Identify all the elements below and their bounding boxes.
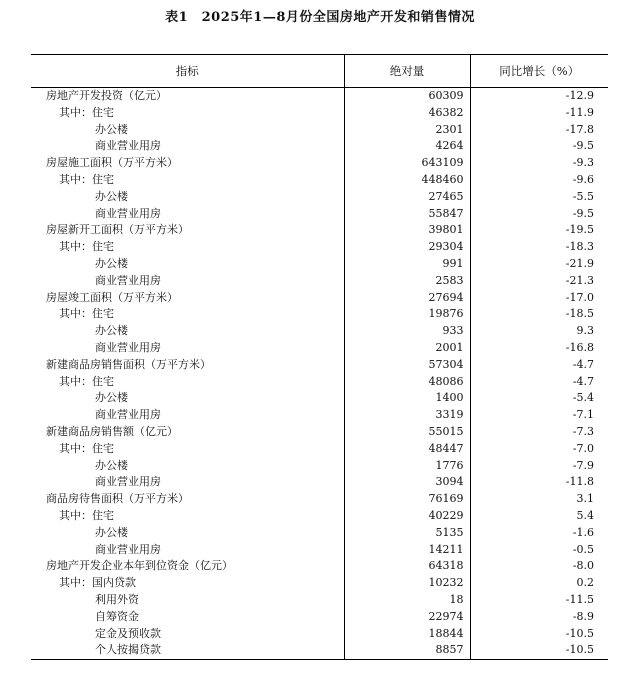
table-row <box>31 575 608 592</box>
indicator-cell: 自筹资金 <box>31 609 344 626</box>
indicator-cell: 其中：住宅 <box>31 172 344 189</box>
absolute-value-cell: 48086 <box>344 374 470 391</box>
absolute-value-cell: 64318 <box>344 558 470 575</box>
table-row <box>31 256 608 273</box>
absolute-value-cell: 2583 <box>344 273 470 290</box>
indicator-cell: 新建商品房销售面积（万平方米） <box>31 357 344 374</box>
yoy-growth-cell: -21.9 <box>565 256 594 270</box>
yoy-growth-cell: -9.5 <box>572 206 594 220</box>
yoy-growth-cell: 5.4 <box>576 508 594 522</box>
absolute-value-cell: 1400 <box>344 390 470 407</box>
yoy-growth-cell: -9.5 <box>572 139 594 153</box>
absolute-value-cell: 14211 <box>344 542 470 559</box>
yoy-growth-cell: -7.9 <box>572 458 594 472</box>
absolute-value-cell: 27694 <box>344 290 470 307</box>
yoy-growth-cell: -7.1 <box>572 408 594 422</box>
absolute-value-cell: 8857 <box>344 642 470 659</box>
table-row <box>31 172 608 189</box>
table-title: 表1 2025年1—8月份全国房地产开发和销售情况 <box>165 10 475 25</box>
table-row <box>31 424 608 441</box>
table-row <box>31 189 608 206</box>
yoy-growth-cell: -18.3 <box>565 240 594 254</box>
yoy-growth-cell: -8.9 <box>572 609 594 623</box>
table-row <box>31 592 608 609</box>
yoy-growth-cell: -7.0 <box>572 441 594 455</box>
absolute-value-cell: 3094 <box>344 474 470 491</box>
yoy-growth-cell: 9.3 <box>576 324 594 338</box>
absolute-value-cell: 46382 <box>344 105 470 122</box>
indicator-cell: 房屋新开工面积（万平方米） <box>31 222 344 239</box>
yoy-growth-cell: -8.0 <box>572 559 594 573</box>
absolute-value-cell: 10232 <box>344 575 470 592</box>
absolute-value-cell: 2001 <box>344 340 470 357</box>
indicator-cell: 办公楼 <box>31 256 344 273</box>
indicator-cell: 办公楼 <box>31 189 344 206</box>
table-header <box>31 55 608 88</box>
indicator-cell: 商业营业用房 <box>31 206 344 223</box>
table-row <box>31 273 608 290</box>
table-row <box>31 491 608 508</box>
table-row <box>31 323 608 340</box>
absolute-value-cell: 933 <box>344 323 470 340</box>
indicator-cell: 房地产开发投资（亿元） <box>31 88 344 105</box>
table-body <box>31 88 608 660</box>
indicator-cell: 利用外资 <box>31 592 344 609</box>
table-row <box>31 122 608 139</box>
indicator-cell: 个人按揭贷款 <box>31 642 344 659</box>
table-row <box>31 155 608 172</box>
yoy-growth-cell: -4.7 <box>572 374 594 388</box>
indicator-cell: 其中：住宅 <box>31 239 344 256</box>
yoy-growth-cell: -17.8 <box>565 122 594 136</box>
yoy-growth-cell: -7.3 <box>572 424 594 438</box>
indicator-cell: 商业营业用房 <box>31 273 344 290</box>
indicator-cell: 其中：住宅 <box>31 374 344 391</box>
indicator-cell: 商业营业用房 <box>31 407 344 424</box>
yoy-growth-cell: -9.6 <box>572 172 594 186</box>
yoy-growth-cell: -10.5 <box>565 626 594 640</box>
yoy-growth-cell: -1.6 <box>572 525 594 539</box>
indicator-cell: 办公楼 <box>31 525 344 542</box>
absolute-value-cell: 55847 <box>344 206 470 223</box>
table-row <box>31 357 608 374</box>
indicator-cell: 定金及预收款 <box>31 626 344 643</box>
indicator-cell: 其中：住宅 <box>31 306 344 323</box>
yoy-growth-cell: -10.5 <box>470 642 608 659</box>
absolute-value-cell: 18844 <box>344 626 470 643</box>
absolute-value-cell: 40229 <box>344 508 470 525</box>
yoy-growth-cell: -4.7 <box>572 357 594 371</box>
absolute-value-cell: 60309 <box>344 88 470 105</box>
indicator-cell: 其中：住宅 <box>31 105 344 122</box>
yoy-growth-cell: -16.8 <box>565 340 594 354</box>
table-row <box>31 222 608 239</box>
absolute-value-cell: 5135 <box>344 525 470 542</box>
table-row <box>31 542 608 559</box>
real-estate-table <box>31 54 608 660</box>
yoy-growth-cell: -11.9 <box>565 105 594 119</box>
table-row <box>31 525 608 542</box>
table-row <box>31 138 608 155</box>
table-row <box>31 474 608 491</box>
yoy-growth-cell: -11.8 <box>565 475 594 489</box>
indicator-cell: 商品房待售面积（万平方米） <box>31 491 344 508</box>
yoy-growth-cell: -21.3 <box>565 273 594 287</box>
table-row <box>31 239 608 256</box>
indicator-cell: 房地产开发企业本年到位资金（亿元） <box>31 558 344 575</box>
indicator-cell: 房屋竣工面积（万平方米） <box>31 290 344 307</box>
absolute-value-cell: 4264 <box>344 138 470 155</box>
table-row <box>31 88 608 105</box>
indicator-cell: 房屋施工面积（万平方米） <box>31 155 344 172</box>
yoy-growth-cell: -17.0 <box>565 290 594 304</box>
indicator-cell: 其中：住宅 <box>31 441 344 458</box>
table-row <box>31 558 608 575</box>
indicator-cell: 其中：国内贷款 <box>31 575 344 592</box>
table-row <box>31 390 608 407</box>
indicator-cell: 商业营业用房 <box>31 542 344 559</box>
table-row <box>31 105 608 122</box>
table-row <box>31 306 608 323</box>
indicator-cell: 其中：住宅 <box>31 508 344 525</box>
absolute-value-cell: 991 <box>344 256 470 273</box>
indicator-cell: 办公楼 <box>31 390 344 407</box>
absolute-value-cell: 643109 <box>344 155 470 172</box>
absolute-value-cell: 55015 <box>344 424 470 441</box>
table-row <box>31 290 608 307</box>
header-indicator: 指标 <box>31 55 344 88</box>
absolute-value-cell: 19876 <box>344 306 470 323</box>
absolute-value-cell: 76169 <box>344 491 470 508</box>
table-row <box>31 609 608 626</box>
table-row <box>31 441 608 458</box>
table-row <box>31 407 608 424</box>
yoy-growth-cell: -18.5 <box>565 307 594 321</box>
yoy-growth-cell: -5.5 <box>572 189 594 203</box>
table-row <box>31 458 608 475</box>
indicator-cell: 商业营业用房 <box>31 340 344 357</box>
absolute-value-cell: 3319 <box>344 407 470 424</box>
absolute-value-cell: 48447 <box>344 441 470 458</box>
indicator-cell: 商业营业用房 <box>31 138 344 155</box>
yoy-growth-cell: -9.3 <box>572 156 594 170</box>
absolute-value-cell: 22974 <box>344 609 470 626</box>
header-yoy-growth: 同比增长（%） <box>470 55 608 88</box>
yoy-growth-cell: -11.5 <box>565 592 594 606</box>
indicator-cell: 办公楼 <box>31 323 344 340</box>
yoy-growth-cell: 3.1 <box>576 492 594 506</box>
table-row <box>31 206 608 223</box>
yoy-growth-cell: -12.9 <box>565 89 594 102</box>
yoy-growth-cell: 0.2 <box>576 576 594 590</box>
yoy-growth-cell: -19.5 <box>565 223 594 237</box>
indicator-cell: 办公楼 <box>31 458 344 475</box>
absolute-value-cell: 29304 <box>344 239 470 256</box>
absolute-value-cell: 448460 <box>344 172 470 189</box>
absolute-value-cell: 18 <box>344 592 470 609</box>
absolute-value-cell: 57304 <box>344 357 470 374</box>
absolute-value-cell: 39801 <box>344 222 470 239</box>
table-row <box>31 642 608 659</box>
indicator-cell: 商业营业用房 <box>31 474 344 491</box>
absolute-value-cell: 2301 <box>344 122 470 139</box>
indicator-cell: 办公楼 <box>31 122 344 139</box>
absolute-value-cell: 27465 <box>344 189 470 206</box>
yoy-growth-cell: -5.4 <box>572 391 594 405</box>
absolute-value-cell: 1776 <box>344 458 470 475</box>
table-row <box>31 340 608 357</box>
yoy-growth-cell: -0.5 <box>572 542 594 556</box>
table-row <box>31 374 608 391</box>
indicator-cell: 新建商品房销售额（亿元） <box>31 424 344 441</box>
table-row <box>31 626 608 643</box>
header-absolute-value: 绝对量 <box>344 55 470 88</box>
table-row <box>31 508 608 525</box>
